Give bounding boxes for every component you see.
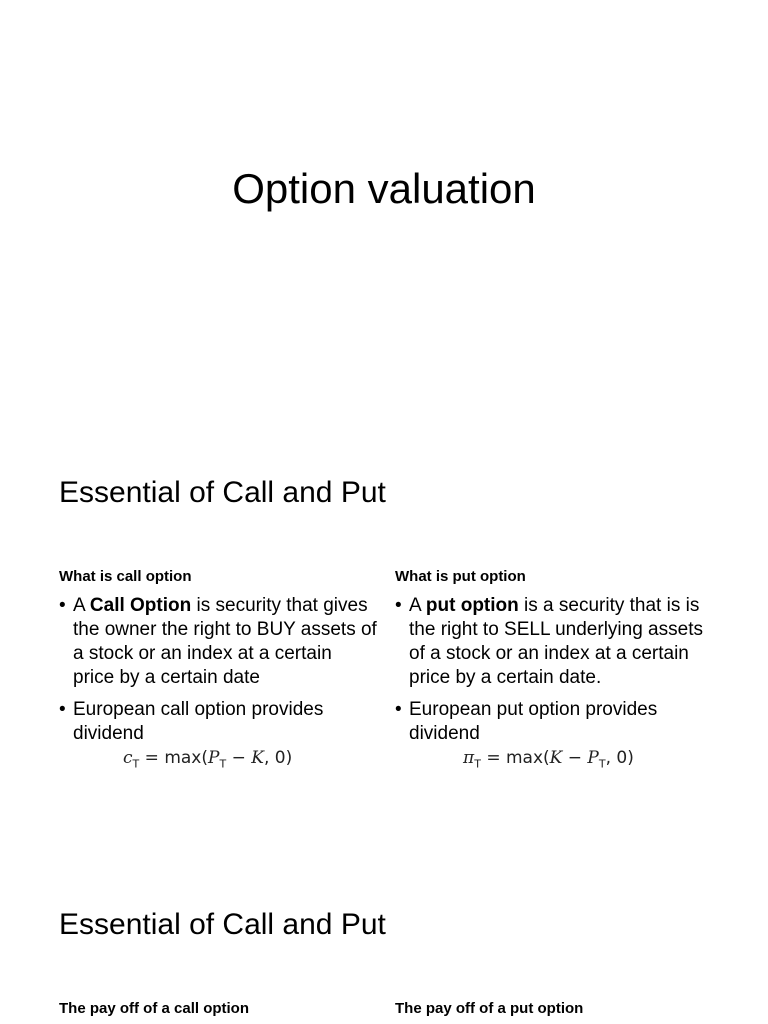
formula-symbol: π (463, 748, 475, 768)
formula-symbol: c (123, 748, 133, 768)
call-bullet-list (59, 594, 377, 746)
formula-text: = max( (480, 748, 550, 768)
formula-sub: T (598, 757, 606, 771)
bullet-text-bold: Call Option (89, 595, 192, 616)
formula-symbol: P (587, 748, 599, 768)
put-bullet-definition (395, 594, 713, 690)
bullet-text-pre: A (73, 595, 90, 616)
call-option-column (59, 594, 377, 770)
put-payoff-formula (395, 748, 713, 770)
bullet-text: European put option provides dividend (409, 699, 658, 744)
call-bullet-definition (59, 594, 377, 690)
formula-sub: T (474, 757, 481, 771)
formula-text: , 0) (263, 748, 293, 768)
call-option-heading: What is call option (59, 568, 192, 585)
essentials-slide (0, 432, 768, 864)
payoff-slide (0, 864, 768, 1024)
call-payoff-formula (59, 748, 377, 770)
bullet-text-pre: A (409, 595, 426, 616)
slide-title: Essential of Call and Put (59, 476, 386, 509)
formula-sub: T (132, 757, 140, 771)
formula-sub: T (219, 757, 227, 771)
bullet-text: European call option provides dividend (73, 699, 324, 744)
formula-text: , 0) (605, 748, 634, 768)
put-payoff-heading: The pay off of a put option (395, 1000, 584, 1017)
put-bullet-dividend (395, 698, 713, 746)
call-payoff-heading: The pay off of a call option (59, 1000, 250, 1017)
formula-symbol: K (251, 748, 264, 768)
title-slide (0, 0, 768, 432)
main-title: Option valuation (232, 165, 536, 212)
put-option-heading: What is put option (395, 568, 526, 585)
formula-text: − (226, 748, 252, 768)
slide-title: Essential of Call and Put (59, 908, 386, 941)
formula-text: − (562, 748, 588, 768)
bullet-text-post: is security that gives the owner the right to BUY assets of a stock or an index at a certain price by a certain date (73, 595, 377, 688)
formula-symbol: P (208, 748, 220, 768)
call-bullet-dividend (59, 698, 377, 746)
put-bullet-list (395, 594, 713, 746)
put-option-column (395, 594, 713, 770)
formula-symbol: K (549, 748, 563, 768)
bullet-text-post: is a security that is is the right to SELL underlying assets of a stock or an index at a certain price by a certain date. (409, 595, 703, 688)
bullet-text-bold: put option (425, 595, 519, 616)
formula-text: = max( (139, 748, 208, 768)
